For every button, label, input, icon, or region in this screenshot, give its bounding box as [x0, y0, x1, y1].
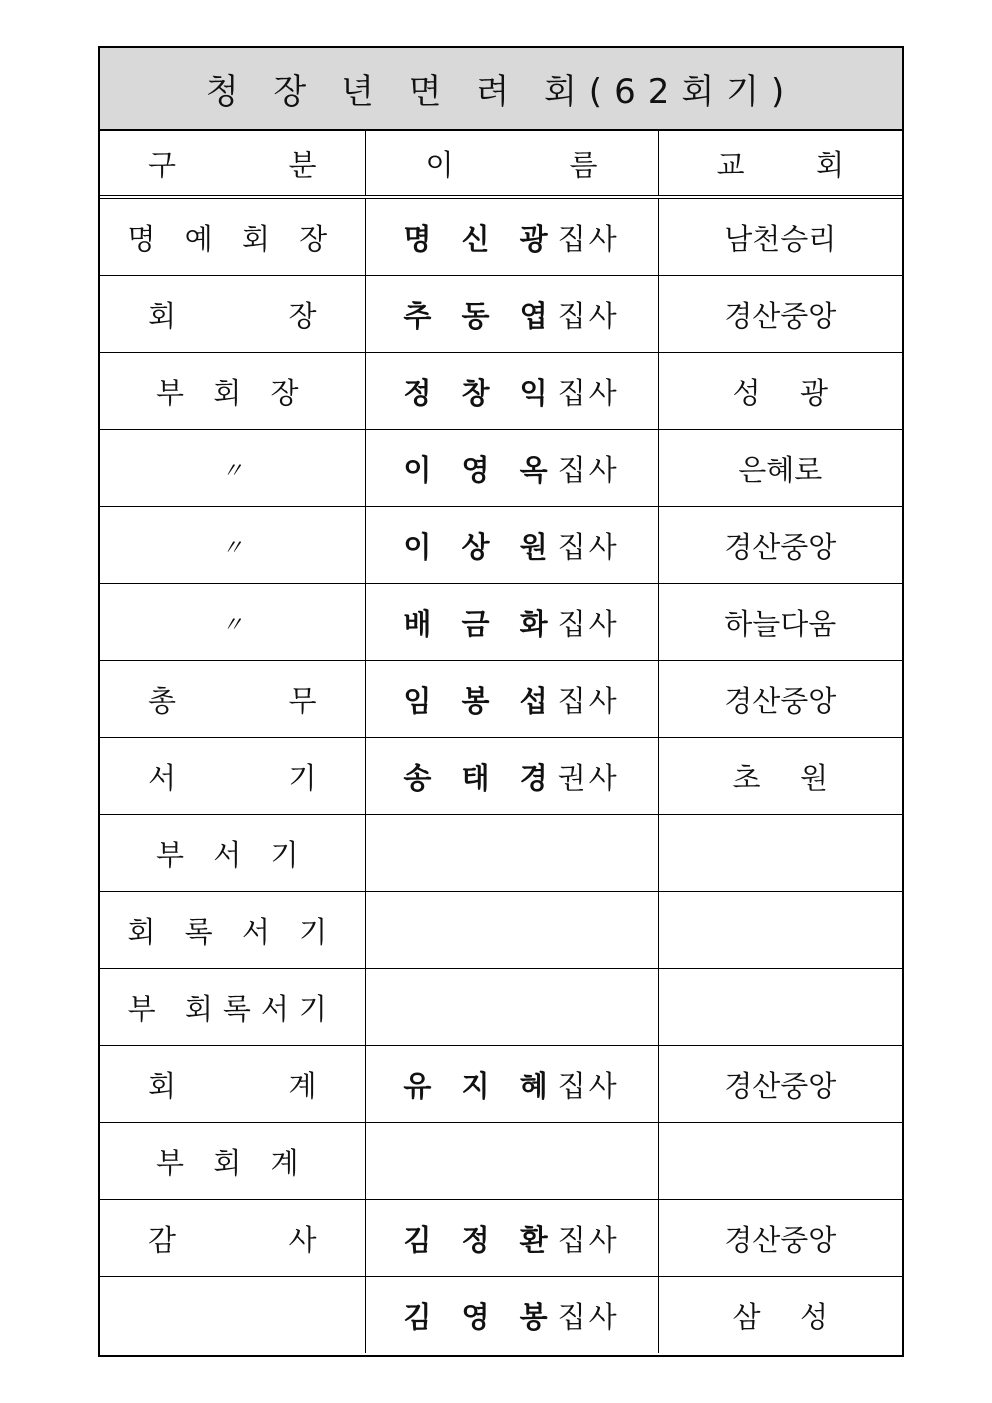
header-name: 이 름 — [365, 131, 658, 197]
table-row — [100, 1123, 902, 1200]
header-church: 교 회 — [658, 131, 902, 197]
role-cell: 부 서 기 — [100, 815, 365, 892]
name-cell: 김 정 환집사 — [365, 1200, 658, 1277]
role-cell: 회 장 — [100, 276, 365, 353]
role-cell: 서 기 — [100, 738, 365, 815]
role-cell: 감 사 — [100, 1200, 365, 1277]
roster-sheet — [98, 46, 904, 1357]
name-cell — [365, 892, 658, 969]
name-cell: 추 동 엽집사 — [365, 276, 658, 353]
church-cell: 경산중앙 — [658, 661, 902, 738]
table-row — [100, 892, 902, 969]
roster-body — [100, 197, 902, 1353]
church-cell — [658, 892, 902, 969]
table-row — [100, 1046, 902, 1123]
role-cell: 총 무 — [100, 661, 365, 738]
header-row — [100, 131, 902, 197]
name-cell: 이 영 옥집사 — [365, 430, 658, 507]
church-cell: 성 광 — [658, 353, 902, 430]
role-cell: 명 예 회 장 — [100, 197, 365, 276]
name-cell: 송 태 경권사 — [365, 738, 658, 815]
roster-table — [100, 131, 902, 1353]
role-cell — [100, 1277, 365, 1354]
role-cell: 〃 — [100, 507, 365, 584]
name-cell: 이 상 원집사 — [365, 507, 658, 584]
church-cell: 경산중앙 — [658, 1200, 902, 1277]
table-row — [100, 353, 902, 430]
table-row — [100, 584, 902, 661]
name-cell: 유 지 혜집사 — [365, 1046, 658, 1123]
church-cell: 삼 성 — [732, 1299, 828, 1334]
church-cell: 경산중앙 — [658, 1046, 902, 1123]
role-cell: 〃 — [100, 430, 365, 507]
role-cell: 〃 — [100, 584, 365, 661]
table-row — [100, 1200, 902, 1277]
table-row — [100, 661, 902, 738]
role-cell: 회 록 서 기 — [100, 892, 365, 969]
header-role: 구 분 — [100, 131, 365, 197]
name-cell — [365, 815, 658, 892]
church-cell: 하늘다움 — [658, 584, 902, 661]
name-cell — [365, 969, 658, 1046]
name-cell: 김 영 봉집사 — [365, 1277, 658, 1354]
name-cell: 정 창 익집사 — [365, 353, 658, 430]
church-cell — [658, 815, 902, 892]
table-row — [100, 276, 902, 353]
table-row — [100, 738, 902, 815]
church-cell — [658, 969, 902, 1046]
church-cell: 경산중앙 — [658, 276, 902, 353]
name-cell: 배 금 화집사 — [365, 584, 658, 661]
church-cell: 은혜로 — [658, 430, 902, 507]
role-cell: 부 회 장 — [100, 353, 365, 430]
name-cell: 명 신 광집사 — [365, 197, 658, 276]
table-row — [100, 1277, 902, 1354]
church-cell: 경산중앙 — [658, 507, 902, 584]
table-row — [100, 969, 902, 1046]
name-cell — [365, 1123, 658, 1200]
table-row — [100, 430, 902, 507]
church-cell — [658, 1123, 902, 1200]
table-row — [100, 507, 902, 584]
document-title: 청 장 년 면 려 회(62회기) — [100, 48, 902, 131]
church-cell: 초 원 — [658, 738, 902, 815]
role-cell: 부 회 계 — [100, 1123, 365, 1200]
church-cell: 남천승리 — [658, 197, 902, 276]
role-cell: 부 회록서기 — [100, 969, 365, 1046]
table-row — [100, 815, 902, 892]
name-cell: 임 봉 섭집사 — [365, 661, 658, 738]
role-cell: 회 계 — [100, 1046, 365, 1123]
table-row — [100, 197, 902, 276]
